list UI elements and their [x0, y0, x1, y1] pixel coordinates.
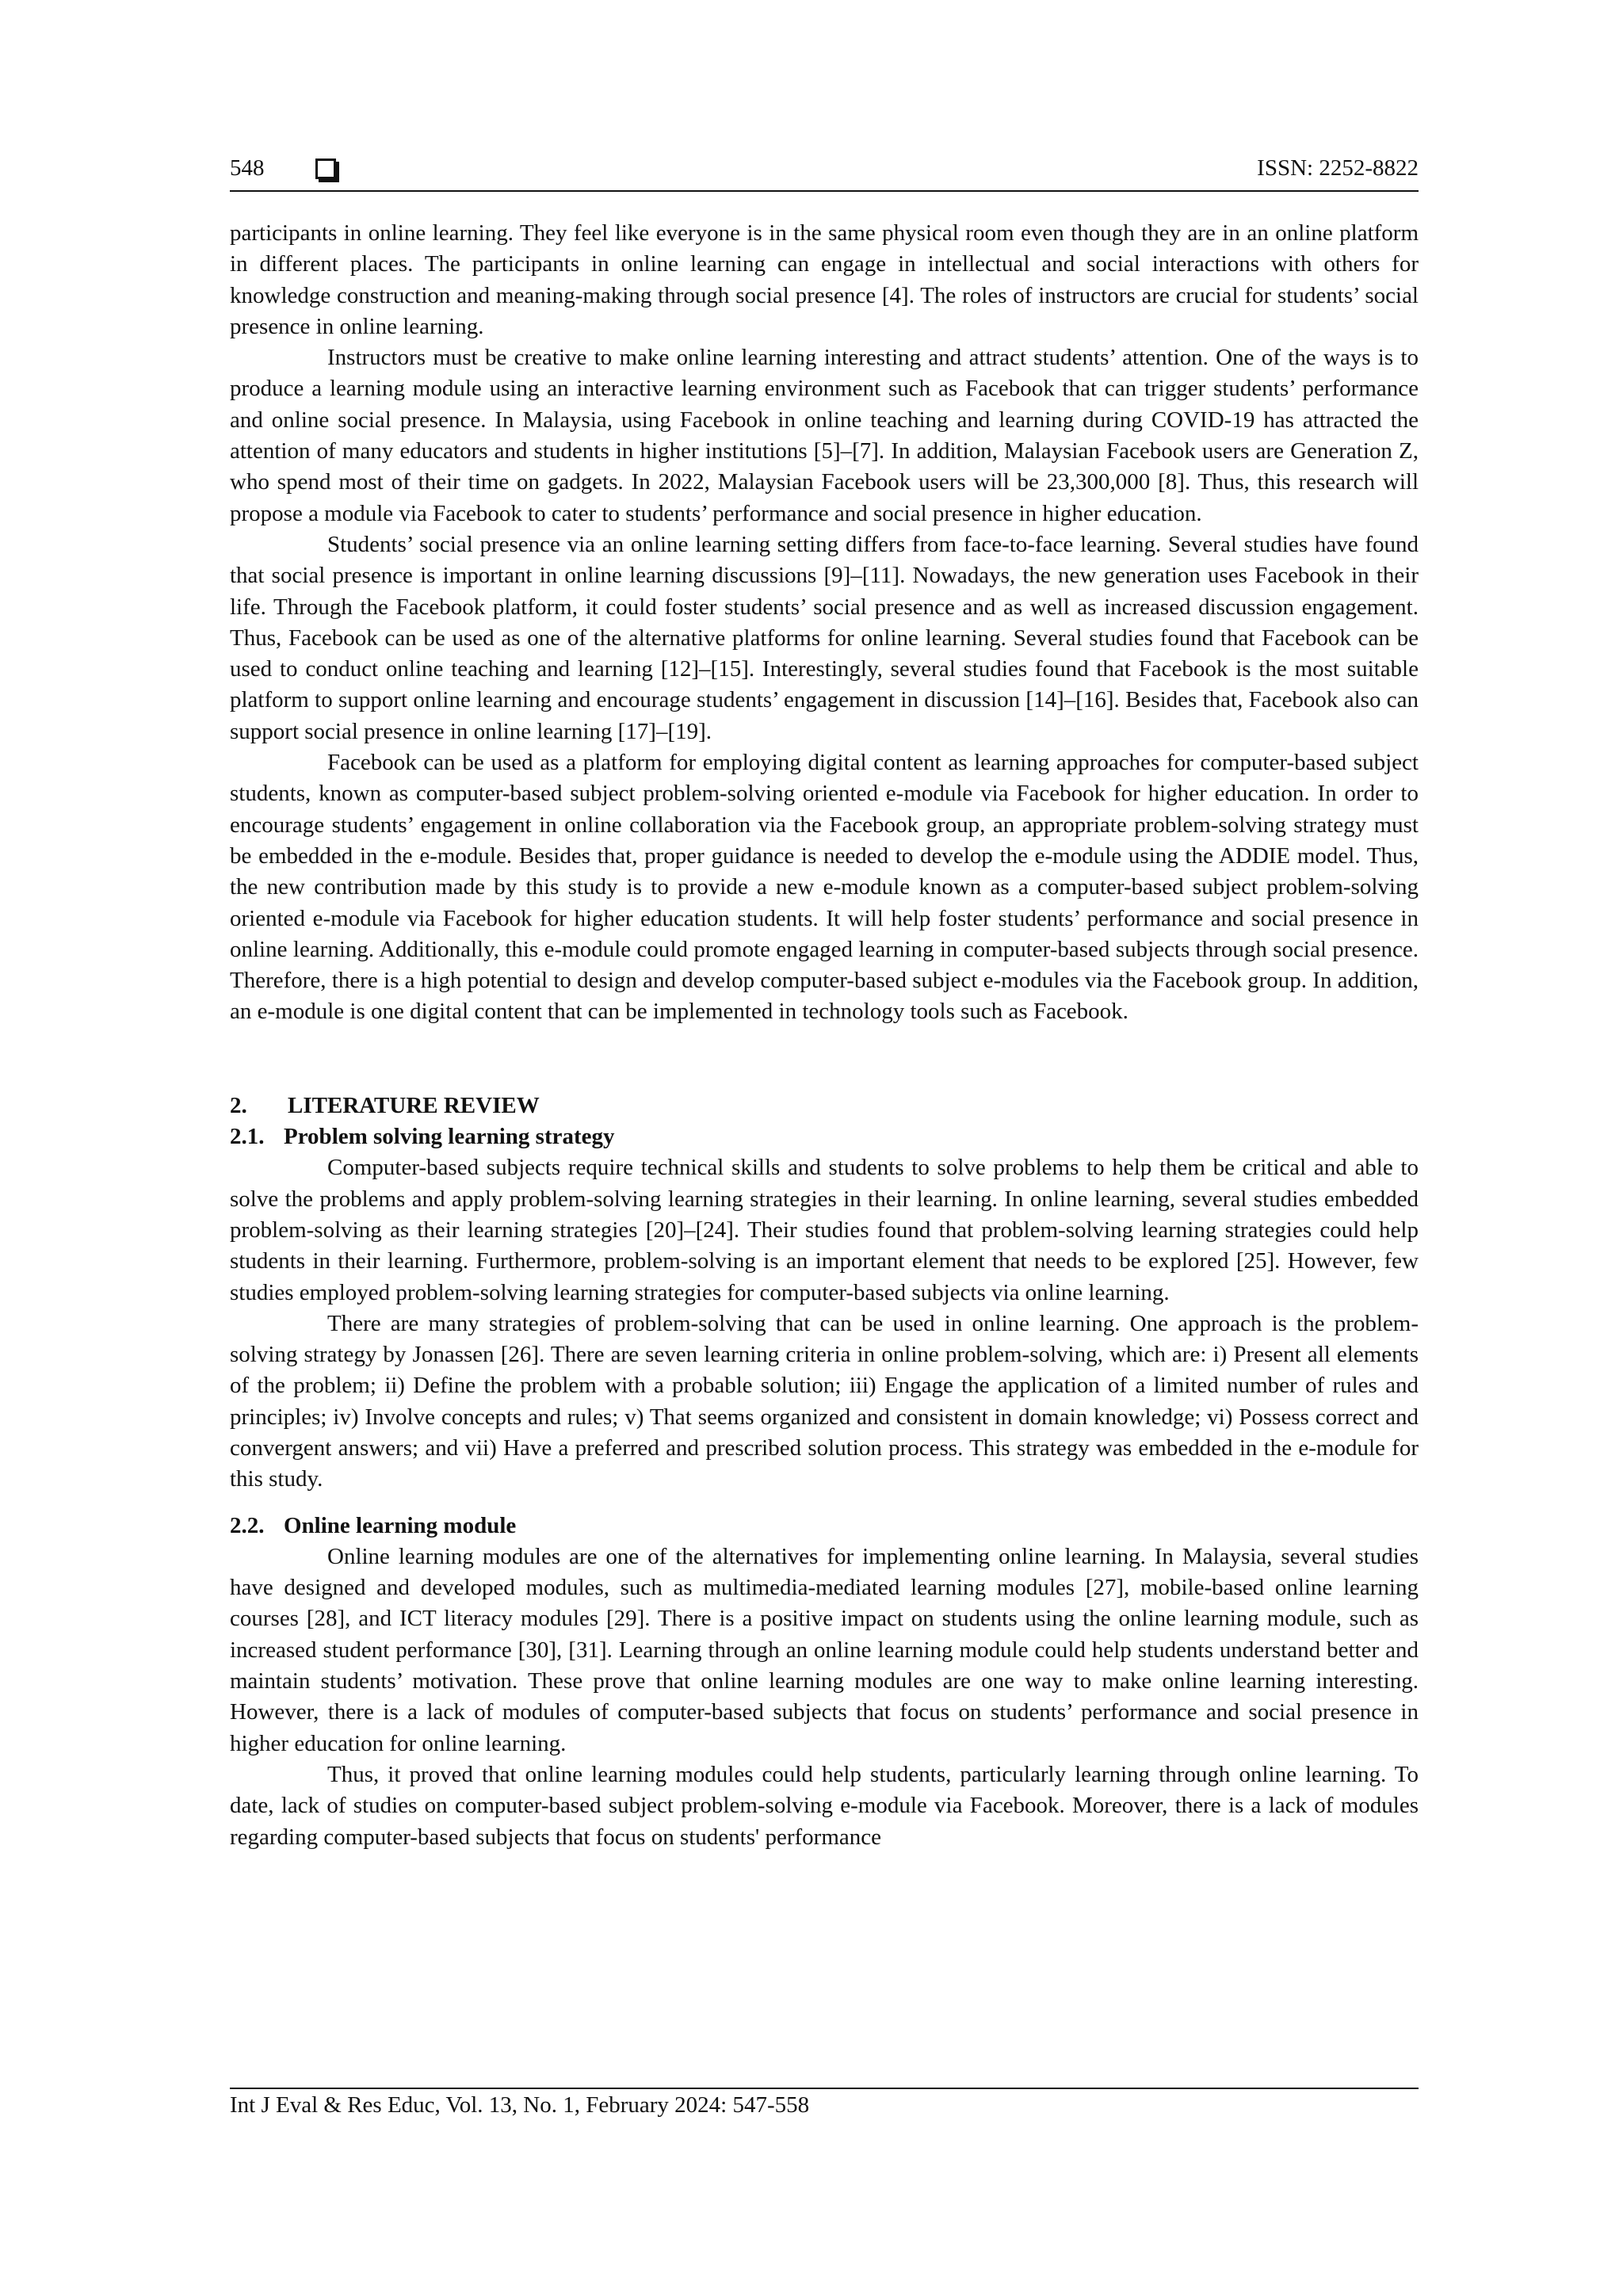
subsection-title: Problem solving learning strategy [284, 1124, 615, 1150]
subsection-number: 2.1. [230, 1124, 265, 1150]
footer-citation: Int J Eval & Res Educ, Vol. 13, No. 1, February 2024: 547-558 [230, 2092, 810, 2118]
subsection-title: Online learning module [284, 1512, 517, 1538]
page-header [230, 155, 1419, 190]
section-number: 2. [230, 1092, 247, 1118]
paragraph-social-presence: Students’ social presence via an online learning setting differs from face-to-face learning. Several studies have found that social presence is important in online learning discussions [9]–[11]. Nowadays, the new generation uses Facebook in their life. Through the Facebook platform, it could foster students’ social presence and as well as increased discussion engagement. Thus, Facebook can be used as one of the alternative platforms for online learning. Several studies found that Facebook can be used to conduct online teaching and learning [12]–[15]. Interestingly, several studies found that Facebook is the most suitable platform to support online learning and encourage students’ engagement in discussion [14]–[16]. Besides that, Facebook also can support social presence in online learning [17]–[19]. [230, 531, 1419, 744]
paragraph-problem-solving-1: Computer-based subjects require technical skills and students to solve problems to help them be critical and able to solve the problems and apply problem-solving learning strategies in their learning. In online learning, several studies embedded problem-solving as their learning strategies [20]–[24]. Their studies found that problem-solving learning strategies could help students in their learning. Furthermore, problem-solving is an important element that needs to be explored [25]. However, few studies employed problem-solving learning strategies for computer-based subjects via online learning. [230, 1155, 1419, 1305]
page-number: 548 [230, 155, 265, 181]
paragraph-facebook-platform: Facebook can be used as a platform for employing digital content as learning approaches for computer-based subject students, known as computer-based subject problem-solving oriented e-module via Facebook for higher education. In order to encourage students’ engagement in online collaboration via the Facebook group, an appropriate problem-solving strategy must be embedded in the e-module. Besides that, proper guidance is needed to develop the e-module using the ADDIE model. Thus, the new contribution made by this study is to provide a new e-module known as a computer-based subject problem-solving oriented e-module via Facebook for higher education students. It will help foster students’ performance and social presence in online learning. Additionally, this e-module could promote engaged learning in computer-based subjects through social presence. Therefore, there is a high potential to design and develop computer-based subject e-modules via the Facebook group. In addition, an e-module is one digital content that can be implemented in technology tools such as Facebook. [230, 750, 1419, 1025]
issn-label: ISSN: 2252-8822 [1257, 155, 1419, 181]
checkbox-square-icon [315, 159, 336, 179]
paragraph-problem-solving-2: There are many strategies of problem-solving that can be used in online learning. One approach is the problem-solving strategy by Jonassen [26]. There are seven learning criteria in online problem-solving, which are: i) Present all elements of the problem; ii) Define the problem with a probable solution; iii) Engage the application of a limited number of rules and principles; iv) Involve concepts and rules; v) That seems organized and consistent in domain knowledge; vi) Possess correct and convergent answers; and vii) Have a preferred and prescribed solution process. This strategy was embedded in the e-module for this study. [230, 1310, 1419, 1492]
subsection-heading-online-module [230, 1511, 1419, 1541]
paragraph-intro-continued: participants in online learning. They feel like everyone is in the same physical room even though they are in an online platform in different places. The participants in online learning can engage in intellectual and social interactions with others for knowledge construction and meaning-making through social presence [4]. The roles of instructors are crucial for students’ social presence in online learning. [230, 220, 1419, 339]
article-body [230, 218, 1419, 1853]
paragraph-online-module-2: Thus, it proved that online learning modules could help students, particularly learning through online learning. To date, lack of studies on computer-based subject problem-solving e-module via Facebook. Moreover, there is a lack of modules regarding computer-based subjects that focus on students' performance [230, 1761, 1419, 1850]
subsection-number: 2.2. [230, 1512, 265, 1538]
header-rule [230, 190, 1419, 192]
section-heading-literature-review [230, 1091, 1419, 1121]
paragraph-online-module-1: Online learning modules are one of the alternatives for implementing online learning. In Malaysia, several studies have designed and developed modules, such as multimedia-mediated learning modules [27], mobile-based online learning courses [28], and ICT literacy modules [29]. There is a positive impact on students using the online learning module, such as increased student performance [30], [31]. Learning through an online learning module could help students understand better and maintain students’ motivation. These prove that online learning modules are one way to make online learning interesting. However, there is a lack of modules of computer-based subjects that focus on students’ performance and social presence in higher education for online learning. [230, 1543, 1419, 1756]
subsection-heading-problem-solving [230, 1121, 1419, 1152]
footer-rule [230, 2088, 1419, 2089]
section-title: LITERATURE REVIEW [288, 1092, 540, 1118]
paragraph-instructors: Instructors must be creative to make online learning interesting and attract students’ attention. One of the ways is to produce a learning module using an interactive learning environment such as Facebook that can trigger students’ performance and online social presence. In Malaysia, using Facebook in online teaching and learning during COVID-19 has attracted the attention of many educators and students in higher institutions [5]–[7]. In addition, Malaysian Facebook users are Generation Z, who spend most of their time on gadgets. In 2022, Malaysian Facebook users will be 23,300,000 [8]. Thus, this research will propose a module via Facebook to cater to students’ performance and social presence in higher education. [230, 345, 1419, 526]
